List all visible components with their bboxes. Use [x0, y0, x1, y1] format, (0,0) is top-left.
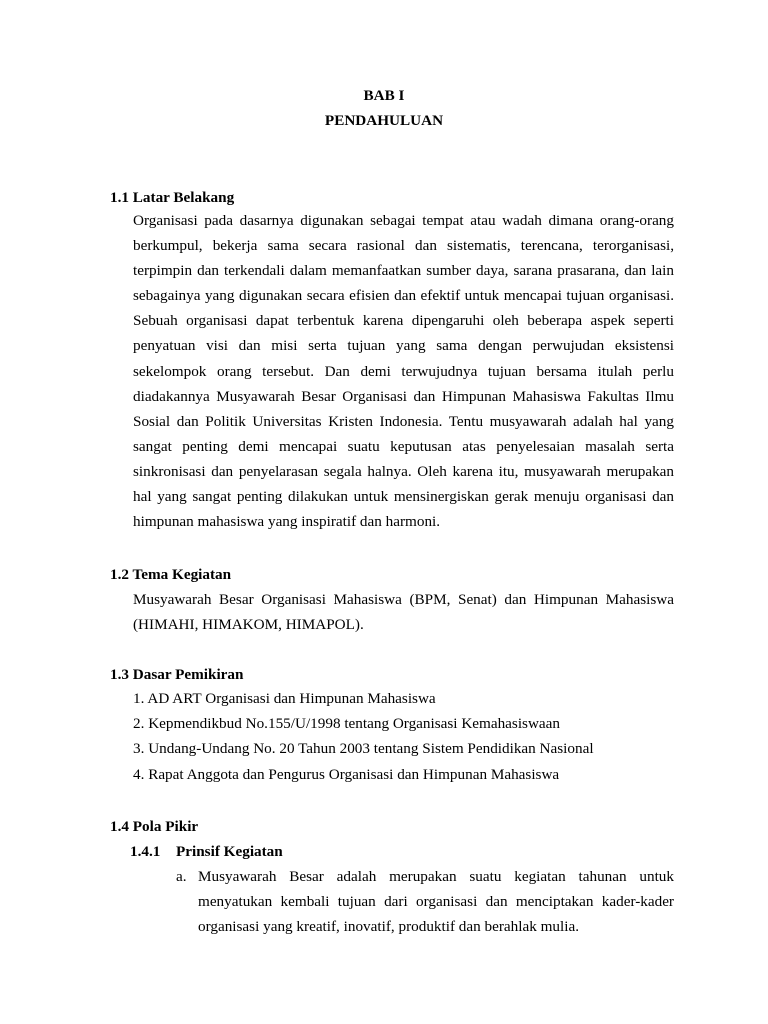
- list-item: 2. Kepmendikbud No.155/U/1998 tentang Organisasi Kemahasiswaan: [133, 715, 560, 733]
- list-item: 4. Rapat Anggota dan Pengurus Organisasi dan Himpunan Mahasiswa: [133, 765, 560, 783]
- section-heading-tema-kegiatan: 1.2 Tema Kegiatan: [110, 566, 232, 583]
- dasar-pemikiran-list: [133, 686, 594, 787]
- latar-belakang-paragraph: Organisasi pada dasarnya digunakan sebagai tempat atau wadah dimana orang-orang berkumpul, bekerja sama secara rasional dan sistematis, terencana, terorganisasi, terpimpin dan terkendali dalam memanfaatkan sumber daya, sarana prasarana, dan lain sebagainya yang digunakan secara efisien dan efektif untuk mencapai tujuan organisasi. Sebuah organisasi dapat terbentuk karena dipengaruhi oleh beberapa aspek seperti penyatuan visi dan misi serta tujuan yang sama dengan perwujudan eksistensi sekelompok orang tersebut. Dan demi terwujudnya tujuan bersama itulah perlu diadakannya Musyawarah Besar Organisasi dan Himpunan Mahasiswa Fakultas Ilmu Sosial dan Politik Universitas Kristen Indonesia. Tentu musyawarah adalah hal yang sangat penting demi mencapai suatu keputusan atas penyelesaian masalah serta sinkronisasi dan penyelarasan segala halnya. Oleh karena itu, musyawarah merupakan hal yang sangat penting dilakukan untuk mensinergiskan gerak menuju organisasi dan himpunan mahasiswa yang inspiratif dan harmoni.: [133, 212, 674, 531]
- chapter-label: BAB I: [363, 87, 405, 104]
- subsection-number: 1.4.1: [130, 843, 161, 860]
- list-item: 1. AD ART Organisasi dan Himpunan Mahasiswa: [133, 690, 436, 707]
- section-heading-dasar-pemikiran: 1.3 Dasar Pemikiran: [110, 666, 244, 683]
- list-marker: a.: [176, 868, 187, 885]
- prinsif-point-text: Musyawarah Besar adalah merupakan suatu kegiatan tahunan untuk menyatukan kembali tujuan dari organisasi dan menciptakan kader-kader organisasi yang kreatif, inovatif, produktif dan berahlak mulia.: [198, 868, 674, 936]
- chapter-title: PENDAHULUAN: [324, 112, 444, 129]
- list-item: 3. Undang-Undang No. 20 Tahun 2003 tentang Sistem Pendidikan Nasional: [133, 740, 594, 758]
- subsection-title: Prinsif Kegiatan: [176, 843, 283, 860]
- section-heading-latar-belakang: 1.1 Latar Belakang: [110, 189, 235, 206]
- tema-kegiatan-paragraph: Musyawarah Besar Organisasi Mahasiswa (BPM, Senat) dan Himpunan Mahasiswa (HIMAHI, HIMAKOM, HIMAPOL).: [133, 591, 674, 634]
- subsection-heading-prinsif-kegiatan: [130, 843, 283, 861]
- section-heading-pola-pikir: 1.4 Pola Pikir: [110, 818, 199, 835]
- prinsif-point-a: [176, 864, 674, 940]
